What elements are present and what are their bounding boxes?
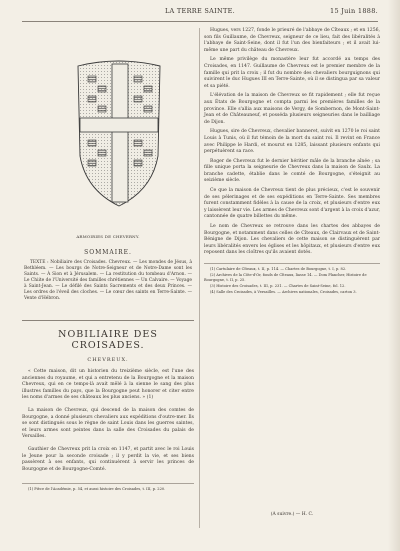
right-footnotes	[204, 263, 380, 295]
page-header	[22, 7, 378, 22]
billet	[144, 106, 152, 112]
article-body	[22, 369, 194, 473]
article-footnote: (1) Pièce de l'Académie, p. 54, et aussi histoire des Croisades, t. III, p. 220.	[22, 483, 194, 492]
right-paragraph: Ce que la maison de Chevreux tient de plus précieux, c'est le souvenir de ses pèlerinages et de ses expéditions en Terre-Sainte. Ses membres furent constamment fidèles à la cause de la croix, et plusieurs d'entre eux y laissèrent leur vie. Les armes de Chevreux sont d'argent à la croix d'azur, cantonnée de quatre billettes du même.	[204, 188, 380, 220]
column-divider	[199, 28, 200, 528]
left-column	[22, 28, 194, 492]
billet	[98, 150, 106, 156]
cross-arm	[112, 64, 128, 202]
cross-arm	[80, 118, 158, 132]
footnote-item: (2) Archives de la Côte-d'Or, fonds de Cîteaux, liasse 14. — Dom Plancher, Histoire de Bourgogne, t. II, p. 25.	[204, 273, 367, 282]
footnote-item: (1) Cartulaire de Cîteaux, t. II, p. 114. — Chartes de Bourgogne, t. I, p. 82.	[210, 267, 347, 271]
issue-date: 15 Juin 1888.	[330, 7, 378, 15]
billet	[134, 96, 142, 102]
article-paragraph: Gauthier de Chevreux prit la croix en 1147, et partit avec le roi Louis le Jeune pour la seconde croisade ; il y perdit la vie, et ses biens passèrent à ses enfants, qui continuèrent à servir les princes de Bourgogne et de Bourgogne-Comté.	[22, 446, 194, 472]
billet	[88, 140, 96, 146]
right-paragraph: L'élévation de la maison de Chevreux se fit rapidement ; elle fut reçue aux États de Bourgogne et compta parmi les premières familles de la province. Elle s'allia aux maisons de Vergy, de Sombernon, de Mont-Saint-Jean et de Châteauneuf, et posséda plusieurs seigneuries dans le bailliage de Dijon.	[204, 93, 380, 125]
page-edge	[388, 0, 400, 551]
summary-heading: SOMMAIRE.	[84, 249, 132, 256]
billet	[144, 86, 152, 92]
article-title: NOBILIAIRE DES CROISADES.	[22, 320, 194, 351]
right-paragraph: Le même privilège du monastère leur fut accordé au temps des Croisades, en 1147. Guillaume de Chevreux est le premier membre de la famille qui prit la croix ; il fut du nombre des chevaliers bourguignons qui suivirent le duc Hugues III en Terre-Sainte, où il se distingua par sa valeur et sa piété.	[204, 57, 380, 89]
publication-title: LA TERRE SAINTE.	[164, 7, 236, 15]
billet	[134, 160, 142, 166]
summary-text: TEXTE : Nobiliaire des Croisades. Chevreux. — Les mondes de Jésus, à Bethléem. — Les bourgs de Notre-Seigneur et de Notre-Dame sont les Saints. — À Sion et à Jérusalem. — La restitution du tombeau d'Arnon. — Le Chiite de l'Université des familles chrétiennes — Un Calvaire. — Voyage à Saint-Jean. — Le défilé des Saints Sacrements et des deux Princes. — Les ordres de l'éveil des cloches. — Le cœur des saints en Terre-Sainte. — Vente d'Hébron.	[24, 260, 192, 301]
billet	[88, 76, 96, 82]
article-signature: (A suivre.) — H. C.	[270, 512, 314, 517]
right-paragraph: Hugues, vers 1227, fonde le prieuré de l'abbaye de Cîteaux ; et en 1256, son fils Guillaume, de Chevreux, seigneur de ce lieu, fait des libéralités à l'abbaye de Saint-Seine, dont il fut l'un des bienfaiteurs ; et il avait lui-même une part du château de Chevreux.	[204, 28, 380, 53]
billet	[98, 86, 106, 92]
article-chapter: CHEVREUX.	[87, 357, 129, 363]
footnote-item: (4) Salle des Croisades, à Versailles. — Archives nationales, Croisades, carton 3.	[210, 290, 357, 294]
right-paragraph: Roger de Chevreux fut le dernier héritier mâle de la branche aînée ; sa fille unique porta la seigneurie de Chevreux dans la maison de Saulx. La branche cadette, établie dans le comté de Bourgogne, s'éteignit au seizième siècle.	[204, 158, 380, 184]
shield-icon	[22, 28, 194, 233]
billet	[144, 150, 152, 156]
right-column	[204, 28, 380, 296]
right-paragraph: Hugues, sire de Chevreux, chevalier banneret, suivit en 1270 le roi saint Louis à Tunis, où il fut témoin de la mort du saint roi. Il revint en France avec Philippe le Hardi, et mourut en 1285, laissant plusieurs enfants qui perpétuèrent sa race.	[204, 129, 380, 155]
billet	[134, 140, 142, 146]
billet	[88, 160, 96, 166]
billet	[98, 106, 106, 112]
article-paragraph: La maison de Chevreux, qui descend de la maison des comtes de Bourgogne, a donné plusieurs chevaliers aux expéditions d'outre-mer. Ils se sont distingués sous le règne de saint Louis dans les guerres saintes, et leurs armes sont peintes dans la salle des Croisades du palais de Versailles.	[22, 407, 194, 440]
article-paragraph: « Cette maison, dit un historien du treizième siècle, est l'une des anciennes du royaume, et qui a entretenu de la Bourgogne et la maison Chevreux, qui en ce temps-là avait mêlé à la sienne le sang des plus illustres familles du pays, que la Bourgogne peut honorer et citer entre les noms d'armes de ses châteaux les plus anciens. » (1)	[22, 369, 194, 401]
coat-of-arms	[22, 28, 194, 233]
billet	[134, 76, 142, 82]
right-paragraph: Le nom de Chevreux se retrouve dans les chartes des abbayes de Bourgogne, et notamment dans celles de Cîteaux, de Clairvaux et de Saint-Bénigne de Dijon. Les chevaliers de cette maison se distinguèrent par leurs libéralités envers les églises et les hôpitaux, et plusieurs d'entre eux reposent dans les cloîtres qu'ils avaient dotés.	[204, 224, 380, 256]
footnote-item: (3) Histoire des Croisades, t. III, p. 231. — Chartes de Saint-Seine, fol. 12.	[210, 284, 346, 288]
coat-of-arms-caption: ARMOIRIES DE CHEVERNY.	[76, 234, 140, 239]
billet	[88, 96, 96, 102]
